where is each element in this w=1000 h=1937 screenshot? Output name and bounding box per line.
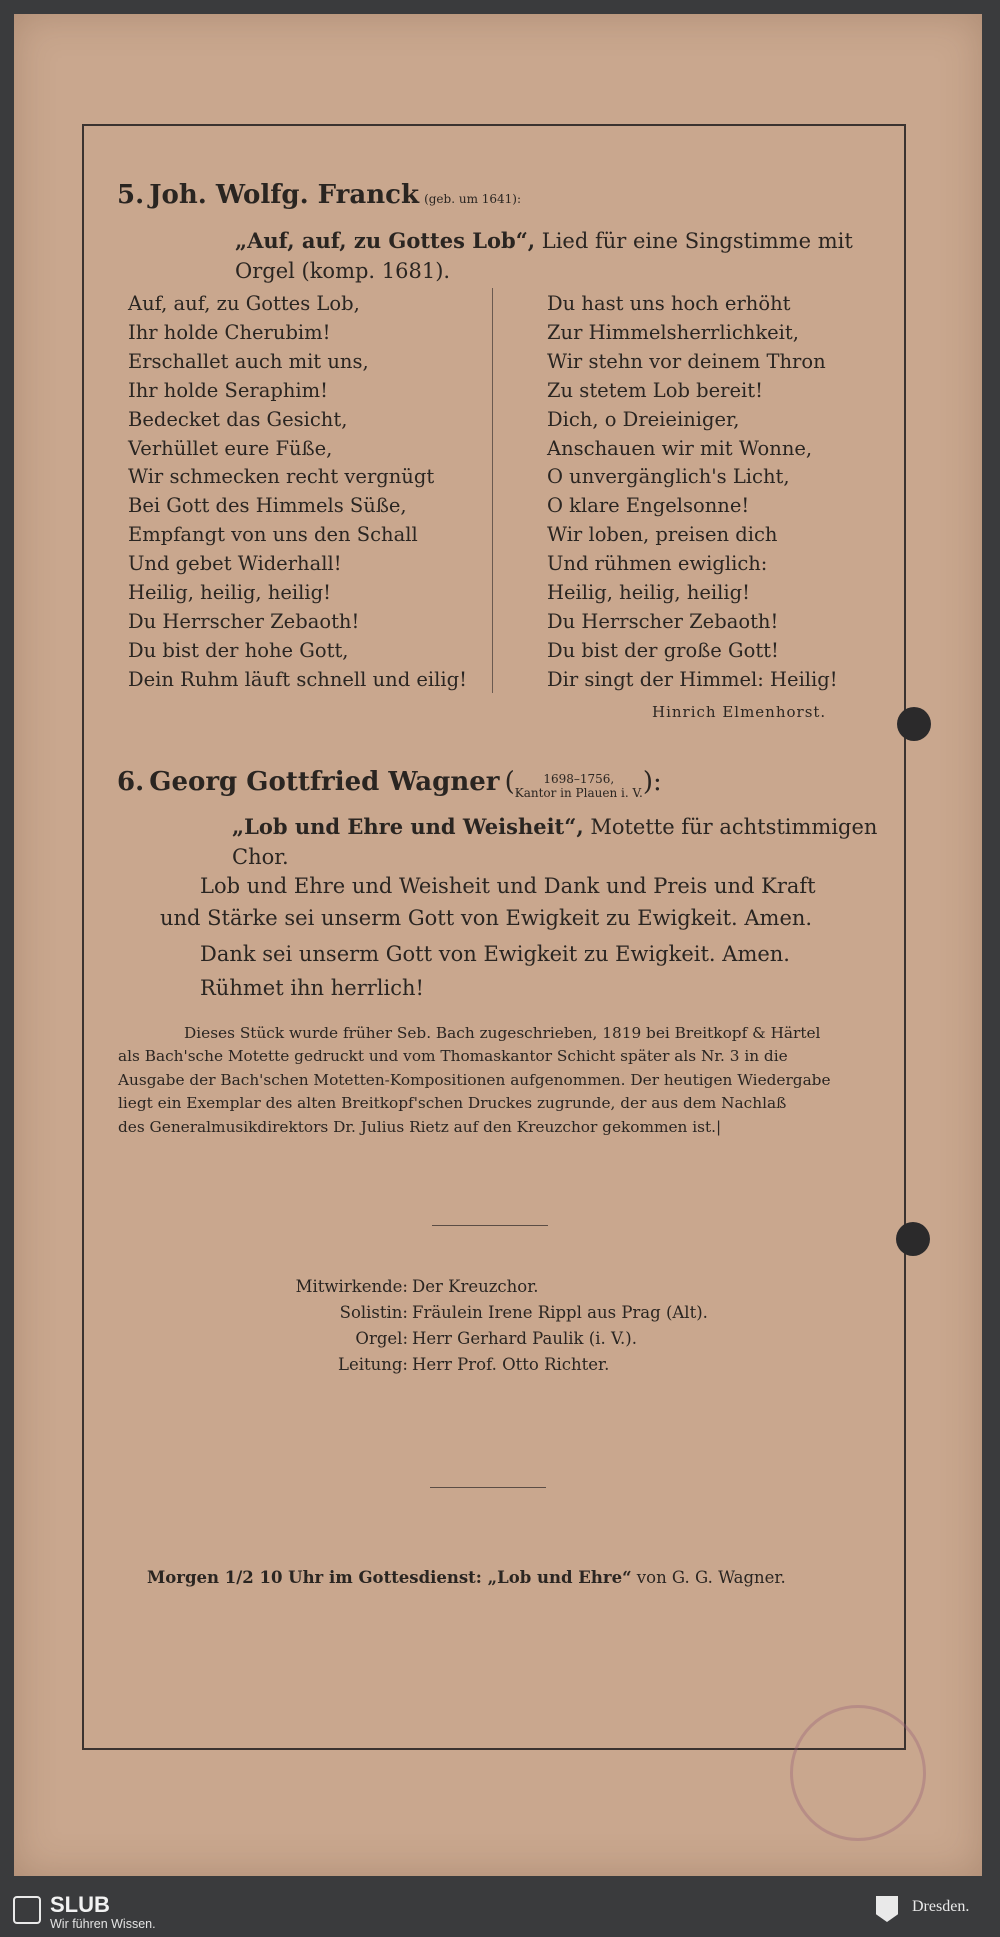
verse-line: Und gebet Widerhall! <box>128 552 342 576</box>
verse-column-divider <box>492 288 493 693</box>
performer-value: Herr Prof. Otto Richter. <box>412 1355 610 1374</box>
item-5-work <box>235 226 885 286</box>
note-line: Dieses Stück wurde früher Seb. Bach zugeschrieben, 1819 bei Breitkopf & Härtel <box>184 1024 821 1042</box>
motet-line: Lob und Ehre und Weisheit und Dank und Preis und Kraft <box>200 874 816 898</box>
performer-value: Herr Gerhard Paulik (i. V.). <box>412 1329 637 1348</box>
composer-dates: (geb. um 1641): <box>424 192 522 206</box>
verse-line: O klare Engelsonne! <box>547 494 750 518</box>
verse-line: Bei Gott des Himmels Süße, <box>128 494 407 518</box>
paren-open: ( <box>504 767 515 797</box>
performer-value: Der Kreuzchor. <box>412 1277 539 1296</box>
motet-line: Rühmet ihn herrlich! <box>200 976 424 1000</box>
historical-note <box>118 1022 878 1139</box>
verse-line: Wir schmecken recht vergnügt <box>128 465 435 489</box>
footer-bar <box>0 1886 1000 1937</box>
performer-label: Solistin: <box>339 1303 408 1322</box>
note-line: des Generalmusikdirektors Dr. Julius Rietz auf den Kreuzchor gekommen ist.| <box>118 1117 722 1136</box>
performer-label: Orgel: <box>355 1329 408 1348</box>
verse-line: Heilig, heilig, heilig! <box>547 581 750 605</box>
separator-rule <box>432 1225 548 1226</box>
dresden-crest-icon <box>876 1896 898 1922</box>
verse-line: Du hast uns hoch erhöht <box>547 292 791 315</box>
verse-left-column <box>128 290 467 695</box>
announcement-prefix: Morgen 1/2 10 Uhr im Gottesdienst: <box>147 1568 482 1587</box>
slub-logo-icon <box>13 1896 41 1924</box>
verse-line: Ihr holde Seraphim! <box>128 378 328 402</box>
announcement-title: „Lob und Ehre“ <box>481 1568 632 1587</box>
item-number: 5. <box>117 180 145 210</box>
composer-name: Georg Gottfried Wagner <box>149 767 500 797</box>
paren-close: ): <box>642 767 662 797</box>
performer-value: Fräulein Irene Rippl aus Prag (Alt). <box>412 1303 708 1322</box>
verse-line: Dir singt der Himmel: Heilig! <box>547 667 838 691</box>
item-5-heading <box>117 180 521 210</box>
work-description: Lied für eine Singstimme mit <box>535 229 853 253</box>
performer-label: Leitung: <box>337 1355 408 1374</box>
library-stamp <box>790 1705 926 1841</box>
verse-line: Auf, auf, zu Gottes Lob, <box>128 292 360 315</box>
motet-line: Dank sei unserm Gott von Ewigkeit zu Ewigkeit. Amen. <box>200 942 790 966</box>
note-line: Ausgabe der Bach'schen Motetten-Kompositionen aufgenommen. Der heutigen Wiedergabe <box>118 1070 831 1089</box>
verse-line: Du bist der große Gott! <box>547 638 779 662</box>
verse-line: Wir loben, preisen dich <box>547 523 778 547</box>
verse-line: Du Herrscher Zebaoth! <box>128 609 360 633</box>
slub-tagline: Wir führen Wissen. <box>50 1917 156 1931</box>
work-description-cont: Orgel (komp. 1681). <box>235 259 451 283</box>
composer-dates: 1698–1756, <box>543 771 615 786</box>
verse-line: Zur Himmelsherrlichkeit, <box>547 320 799 344</box>
verse-line: Bedecket das Gesicht, <box>128 407 348 431</box>
work-description: Motette für achtstimmigen <box>583 815 878 839</box>
verse-line: Erschallet auch mit uns, <box>128 349 369 373</box>
poet-credit: Hinrich Elmenhorst. <box>652 703 827 721</box>
verse-line: Und rühmen ewiglich: <box>547 552 768 576</box>
verse-line: O unvergänglich's Licht, <box>547 465 790 489</box>
work-title: „Auf, auf, zu Gottes Lob“, <box>235 228 536 253</box>
verse-line: Du Herrscher Zebaoth! <box>547 609 779 633</box>
item-6-heading <box>117 767 662 800</box>
note-line: als Bach'sche Motette gedruckt und vom Thomaskantor Schicht später als Nr. 3 in die <box>118 1047 788 1066</box>
composer-position: Kantor in Plauen i. V. <box>514 785 643 800</box>
verse-line: Du bist der hohe Gott, <box>128 638 349 662</box>
slub-logo-text: SLUB <box>50 1892 110 1917</box>
verse-line: Wir stehn vor deinem Thron <box>547 349 826 373</box>
item-number: 6. <box>117 767 145 797</box>
separator-rule <box>430 1487 546 1488</box>
work-title: „Lob und Ehre und Weisheit“, <box>232 814 584 839</box>
verse-right-column <box>547 290 838 695</box>
verse-line: Heilig, heilig, heilig! <box>128 581 331 605</box>
verse-line: Zu stetem Lob bereit! <box>547 378 763 402</box>
performer-label: Mitwirkende: <box>295 1277 408 1296</box>
motet-line: und Stärke sei unserm Gott von Ewigkeit zu Ewigkeit. Amen. <box>160 906 813 930</box>
note-line: liegt ein Exemplar des alten Breitkopf'schen Druckes zugrunde, der aus dem Nachlaß <box>118 1094 787 1113</box>
announcement-suffix: von G. G. Wagner. <box>631 1568 786 1587</box>
verse-line: Empfangt von uns den Schall <box>128 523 418 547</box>
dresden-logo-text: Dresden. <box>912 1898 970 1915</box>
item-6-work <box>232 812 882 872</box>
punch-hole-bottom <box>896 1222 930 1256</box>
verse-line: Ihr holde Cherubim! <box>128 320 331 344</box>
announcement <box>147 1568 786 1587</box>
punch-hole-top <box>897 707 931 741</box>
verse-line: Anschauen wir mit Wonne, <box>547 436 813 460</box>
verse-line: Dein Ruhm läuft schnell und eilig! <box>128 667 467 691</box>
work-description-cont: Chor. <box>232 845 289 869</box>
verse-line: Verhüllet eure Füße, <box>128 436 333 460</box>
composer-name: Joh. Wolfg. Franck <box>149 180 419 210</box>
verse-line: Dich, o Dreieiniger, <box>547 407 740 431</box>
